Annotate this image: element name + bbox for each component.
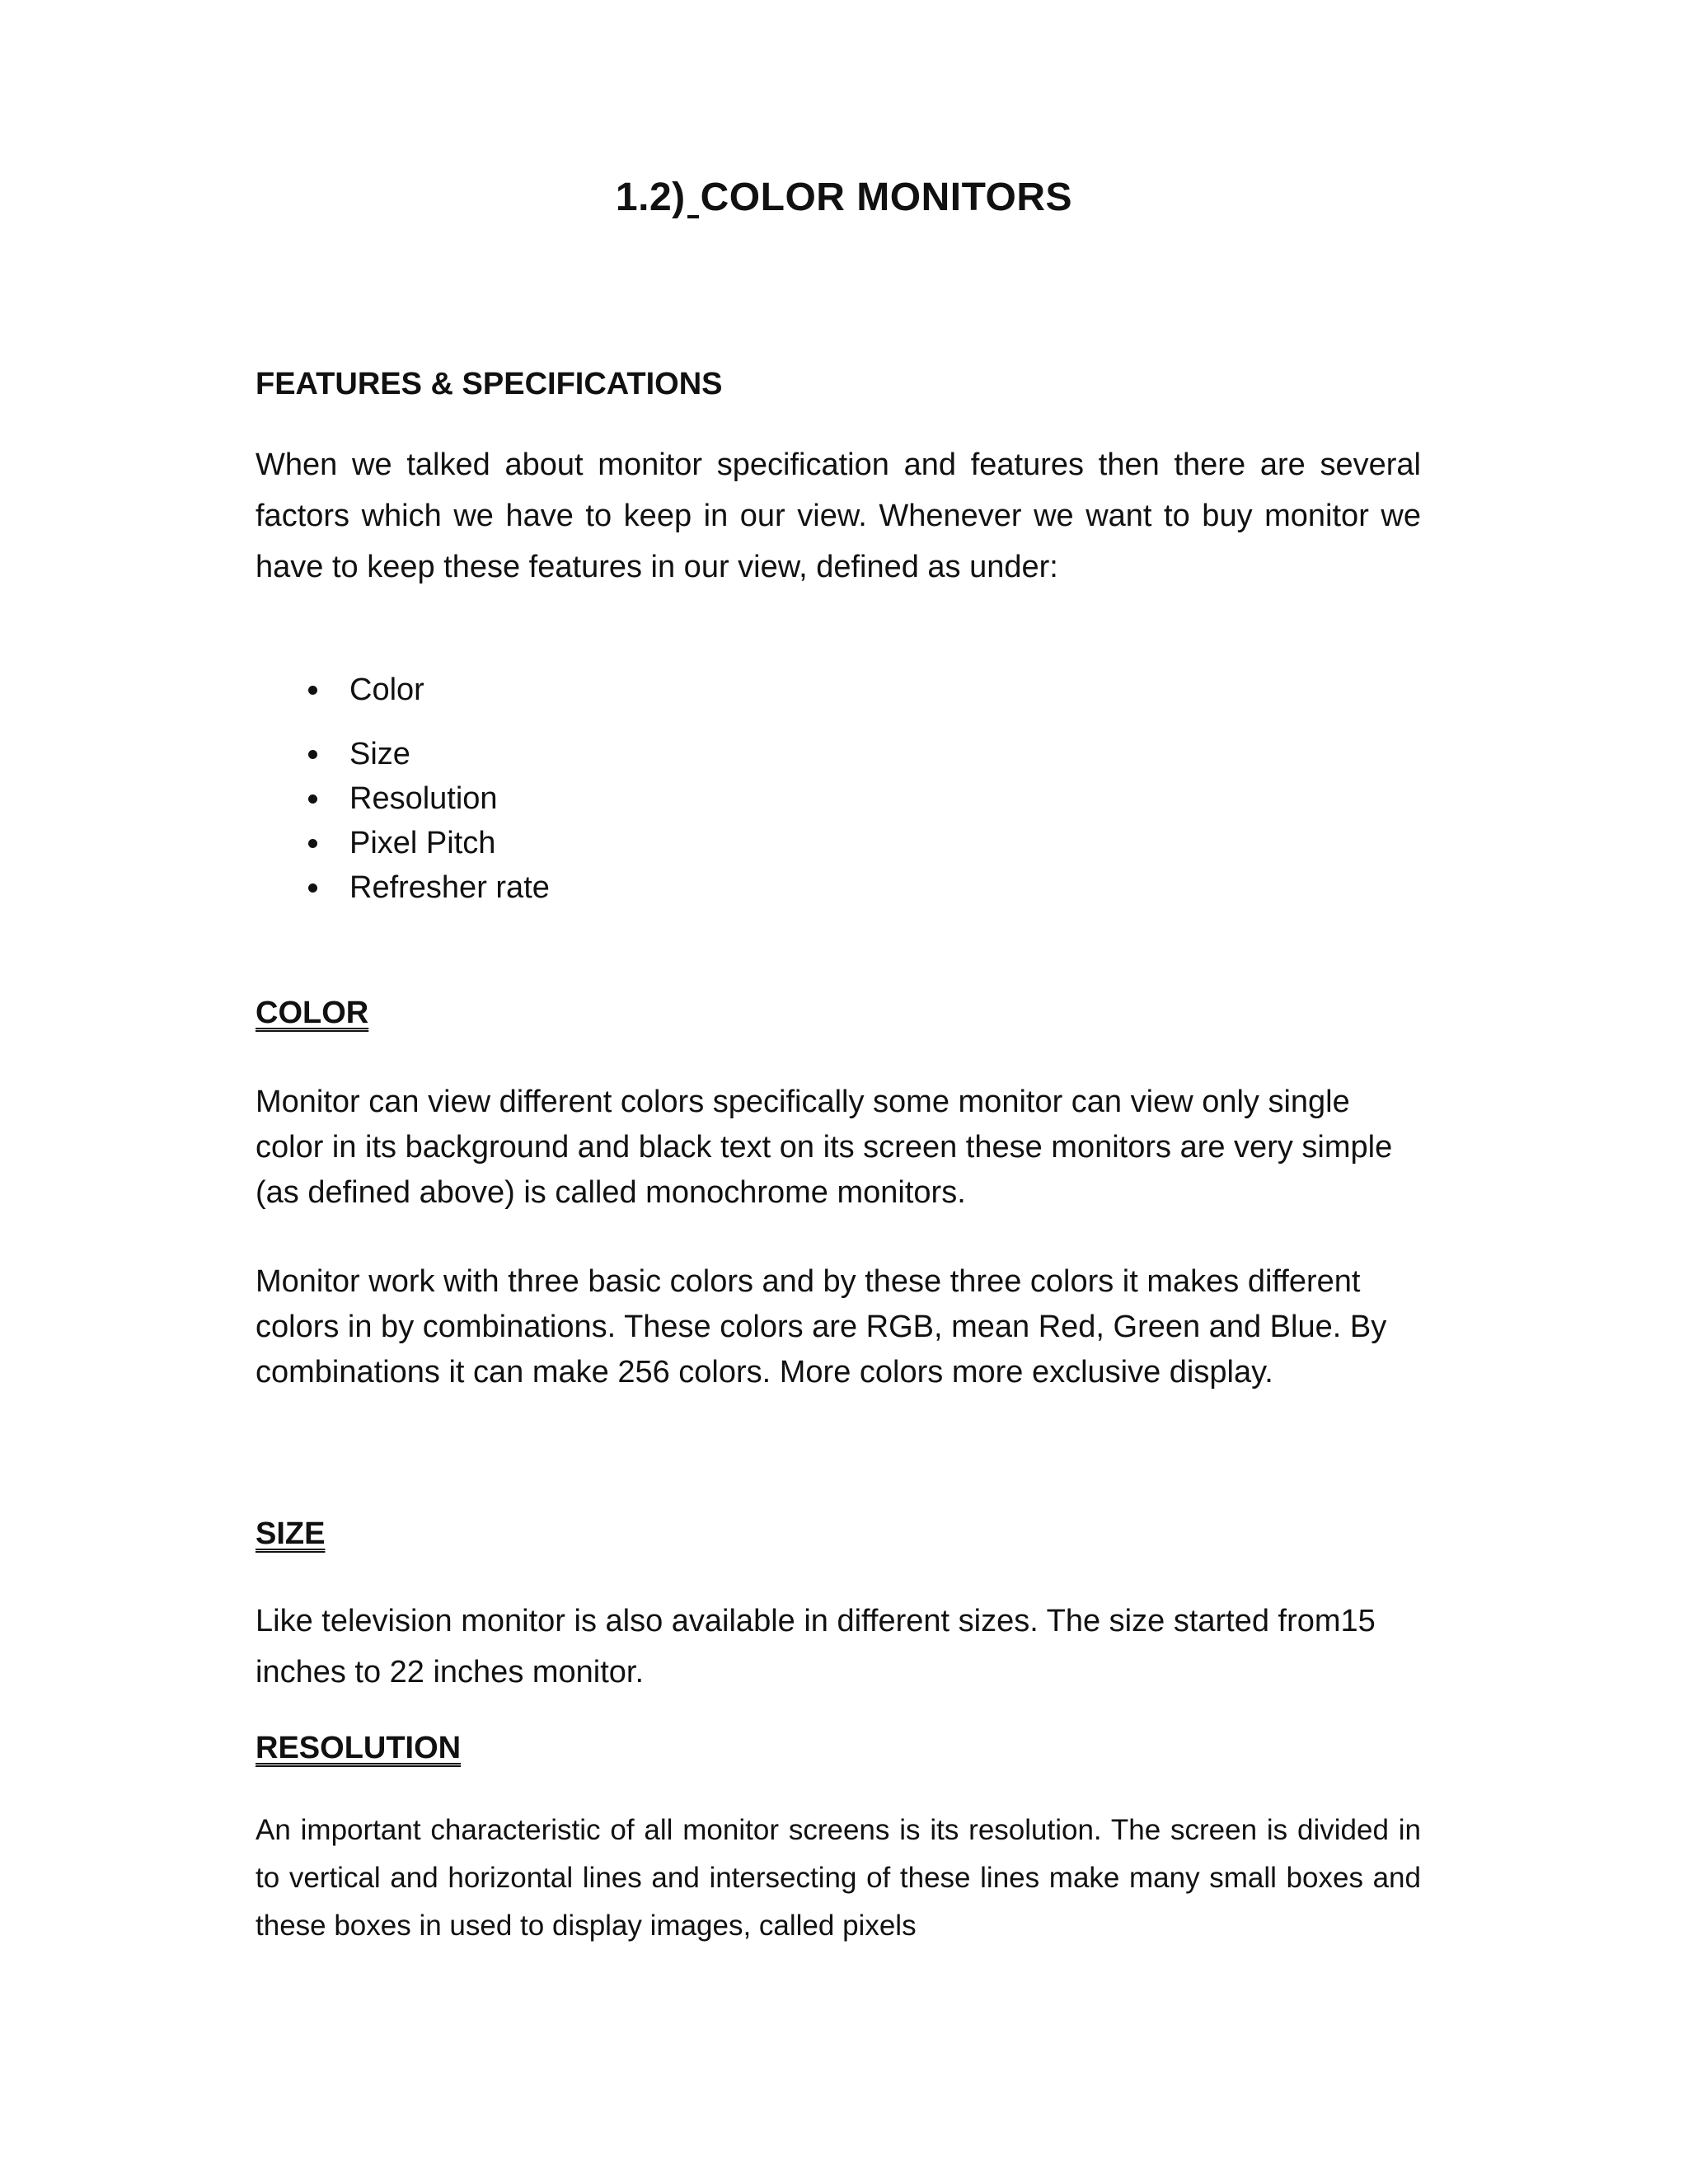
title-text: COLOR MONITORS [700, 176, 1073, 219]
list-item [256, 821, 550, 865]
list-item [256, 732, 550, 776]
bullet-icon [308, 686, 317, 695]
bullet-icon [308, 750, 317, 759]
intro-paragraph: When we talked about monitor specification and features then there are several factors which we have to keep in our view. Whenever we want to buy monitor we have to keep these features in our view, defined as under: [256, 448, 1421, 584]
list-item-label: Resolution [349, 781, 498, 816]
list-item-label: Size [349, 737, 410, 771]
list-item-label: Pixel Pitch [349, 826, 496, 860]
title-underscore-mark [687, 215, 699, 218]
color-paragraph-1: Monitor can view different colors specifically some monitor can view only single color in its background and black text on its screen these monitors are very simple (as defined above) is called monochrome monitors. [256, 1085, 1393, 1210]
color-heading: COLOR [256, 996, 369, 1030]
resolution-paragraph: An important characteristic of all monitor screens is its resolution. The screen is divided in to vertical and horizontal lines and intersecting of these lines make many small boxes and these boxes in used to display images, called pixels [256, 1814, 1421, 1942]
bullet-icon [308, 883, 317, 893]
features-heading: FEATURES & SPECIFICATIONS [256, 367, 723, 401]
list-item-label: Color [349, 673, 424, 707]
color-paragraph-2: Monitor work with three basic colors and by these three colors it makes different colors in by combinations. These colors are RGB, mean Red, Green and Blue. By combinations it can make 256 colors. More colors more exclusive display. [256, 1264, 1387, 1390]
list-item [256, 865, 550, 910]
size-heading: SIZE [256, 1516, 326, 1551]
page-title [0, 173, 1688, 223]
title-number: 1.2) [615, 176, 686, 219]
list-item [256, 776, 550, 821]
list-item-label: Refresher rate [349, 870, 550, 905]
bullet-icon [308, 794, 317, 804]
list-item [256, 668, 550, 732]
feature-list [256, 668, 550, 910]
bullet-icon [308, 839, 317, 848]
size-paragraph: Like television monitor is also available in different sizes. The size started from15 inches to 22 inches monitor. [256, 1604, 1376, 1690]
resolution-heading: RESOLUTION [256, 1731, 462, 1765]
